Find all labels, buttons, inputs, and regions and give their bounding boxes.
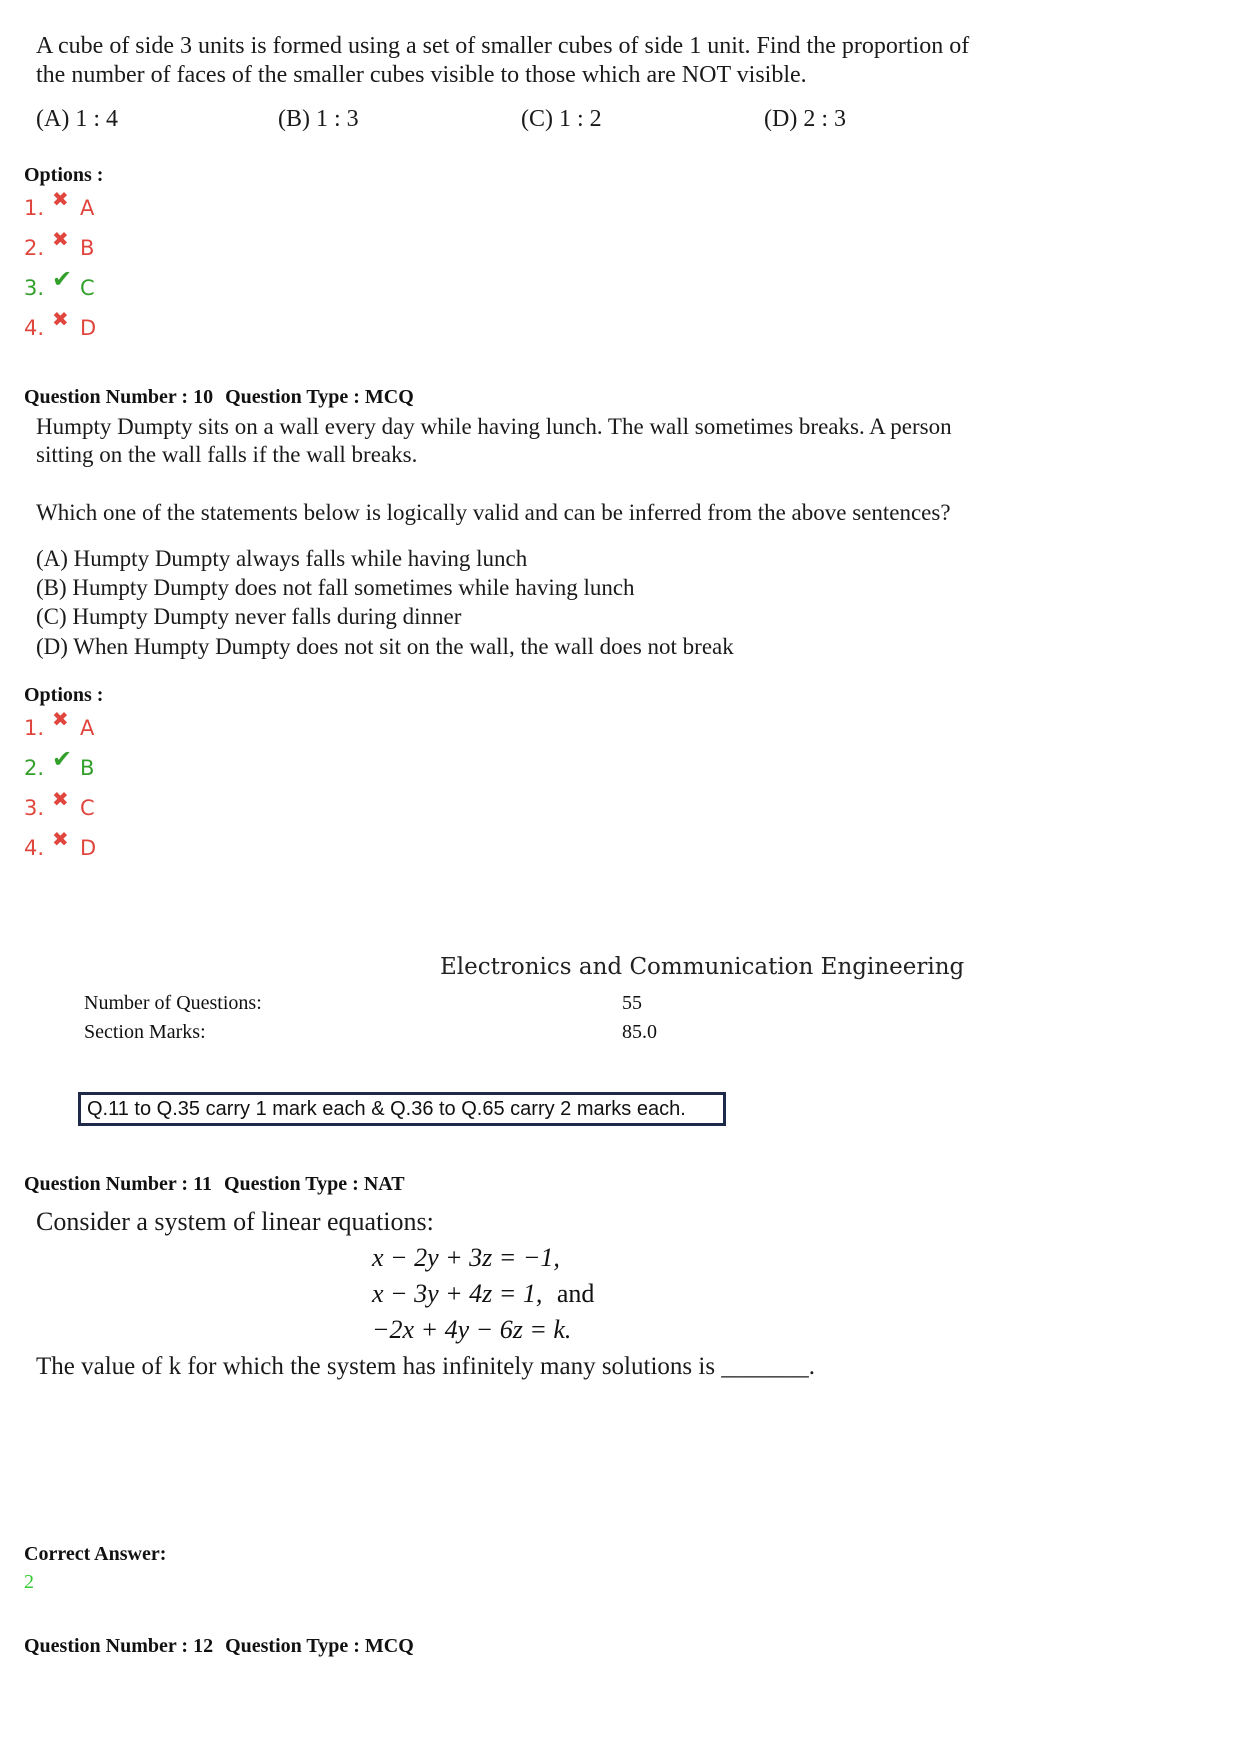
- q10-header: [24, 386, 414, 409]
- q10-choice-a: (A) Humpty Dumpty always falls while having lunch: [36, 546, 528, 571]
- q11-equation-3: −2x + 4y − 6z = k.: [372, 1315, 572, 1344]
- question-type: Question Type : MCQ: [225, 1635, 414, 1657]
- option-number: 4.: [24, 836, 45, 860]
- q11-equation-1: x − 2y + 3z = −1,: [372, 1243, 560, 1272]
- q10-option-4: [24, 827, 97, 860]
- option-number: 3.: [24, 796, 45, 820]
- num-questions-label: Number of Questions:: [84, 992, 262, 1014]
- option-label: D: [80, 316, 97, 340]
- q9-options-heading: Options :: [24, 164, 104, 186]
- q9-inline-option-b: (B) 1 : 3: [278, 106, 359, 132]
- option-label: C: [80, 796, 95, 820]
- q10-choice-d: (D) When Humpty Dumpty does not sit on the wall, the wall does not break: [36, 634, 734, 659]
- question-number: Question Number : 11: [24, 1173, 212, 1195]
- cross-icon: ✖: [52, 187, 69, 211]
- q9-text-line1: A cube of side 3 units is formed using a set of smaller cubes of side 1 unit. Find the proportion of: [36, 33, 970, 59]
- cross-icon: ✖: [52, 227, 69, 251]
- cross-icon: ✖: [52, 787, 69, 811]
- check-icon: ✔: [52, 745, 73, 773]
- option-number: 2.: [24, 756, 45, 780]
- q9-option-4: [24, 307, 97, 340]
- num-questions-value: 55: [622, 992, 642, 1014]
- q9-option-2: [24, 227, 95, 260]
- q10-choice-c: (C) Humpty Dumpty never falls during dinner: [36, 604, 462, 629]
- option-number: 3.: [24, 276, 45, 300]
- section-title: Electronics and Communication Engineering: [440, 954, 965, 980]
- q10-options-heading: Options :: [24, 684, 104, 706]
- question-number: Question Number : 12: [24, 1635, 214, 1657]
- q11-equation-2: [372, 1279, 594, 1309]
- section-marks-value: 85.0: [622, 1021, 657, 1043]
- check-icon: ✔: [52, 265, 73, 293]
- option-number: 1.: [24, 716, 45, 740]
- cross-icon: ✖: [52, 707, 69, 731]
- cross-icon: ✖: [52, 307, 69, 331]
- correct-answer-value: 2: [24, 1571, 34, 1593]
- question-number: Question Number : 10: [24, 386, 214, 408]
- question-type: Question Type : NAT: [223, 1173, 405, 1195]
- option-number: 4.: [24, 316, 45, 340]
- option-label: A: [80, 196, 95, 220]
- marks-note-box: Q.11 to Q.35 carry 1 mark each & Q.36 to Q.65 carry 2 marks each.: [78, 1092, 726, 1126]
- q11-header: [24, 1173, 405, 1196]
- q9-inline-option-d: (D) 2 : 3: [764, 106, 846, 132]
- q9-inline-option-a: (A) 1 : 4: [36, 106, 118, 132]
- option-label: B: [80, 756, 95, 780]
- option-number: 1.: [24, 196, 45, 220]
- correct-answer-label: Correct Answer:: [24, 1543, 167, 1565]
- q10-option-2: [24, 745, 95, 780]
- question-type: Question Type : MCQ: [225, 386, 414, 408]
- q9-inline-option-c: (C) 1 : 2: [521, 106, 602, 132]
- option-number: 2.: [24, 236, 45, 260]
- q9-option-3: [24, 265, 95, 300]
- q11-prompt: The value of k for which the system has infinitely many solutions is _______.: [36, 1353, 816, 1380]
- q9-text-line2: the number of faces of the smaller cubes visible to those which are NOT visible.: [36, 62, 807, 88]
- equation-2-body: x − 3y + 4z = 1,: [372, 1279, 543, 1308]
- option-label: B: [80, 236, 95, 260]
- q10-option-3: [24, 787, 95, 820]
- q10-text-line2: sitting on the wall falls if the wall breaks.: [36, 442, 418, 467]
- option-label: A: [80, 716, 95, 740]
- q10-choice-b: (B) Humpty Dumpty does not fall sometimes while having lunch: [36, 575, 635, 600]
- section-marks-label: Section Marks:: [84, 1021, 206, 1043]
- cross-icon: ✖: [52, 827, 69, 851]
- equation-2-suffix: and: [556, 1279, 595, 1308]
- q11-intro: Consider a system of linear equations:: [36, 1207, 434, 1236]
- q10-option-1: [24, 707, 95, 740]
- q12-header: [24, 1635, 414, 1658]
- q10-text-line1: Humpty Dumpty sits on a wall every day while having lunch. The wall sometimes breaks. A person: [36, 414, 952, 439]
- q10-text-line3: Which one of the statements below is logically valid and can be inferred from the above sentences?: [36, 500, 951, 525]
- option-label: C: [80, 276, 95, 300]
- q9-option-1: [24, 187, 95, 220]
- option-label: D: [80, 836, 97, 860]
